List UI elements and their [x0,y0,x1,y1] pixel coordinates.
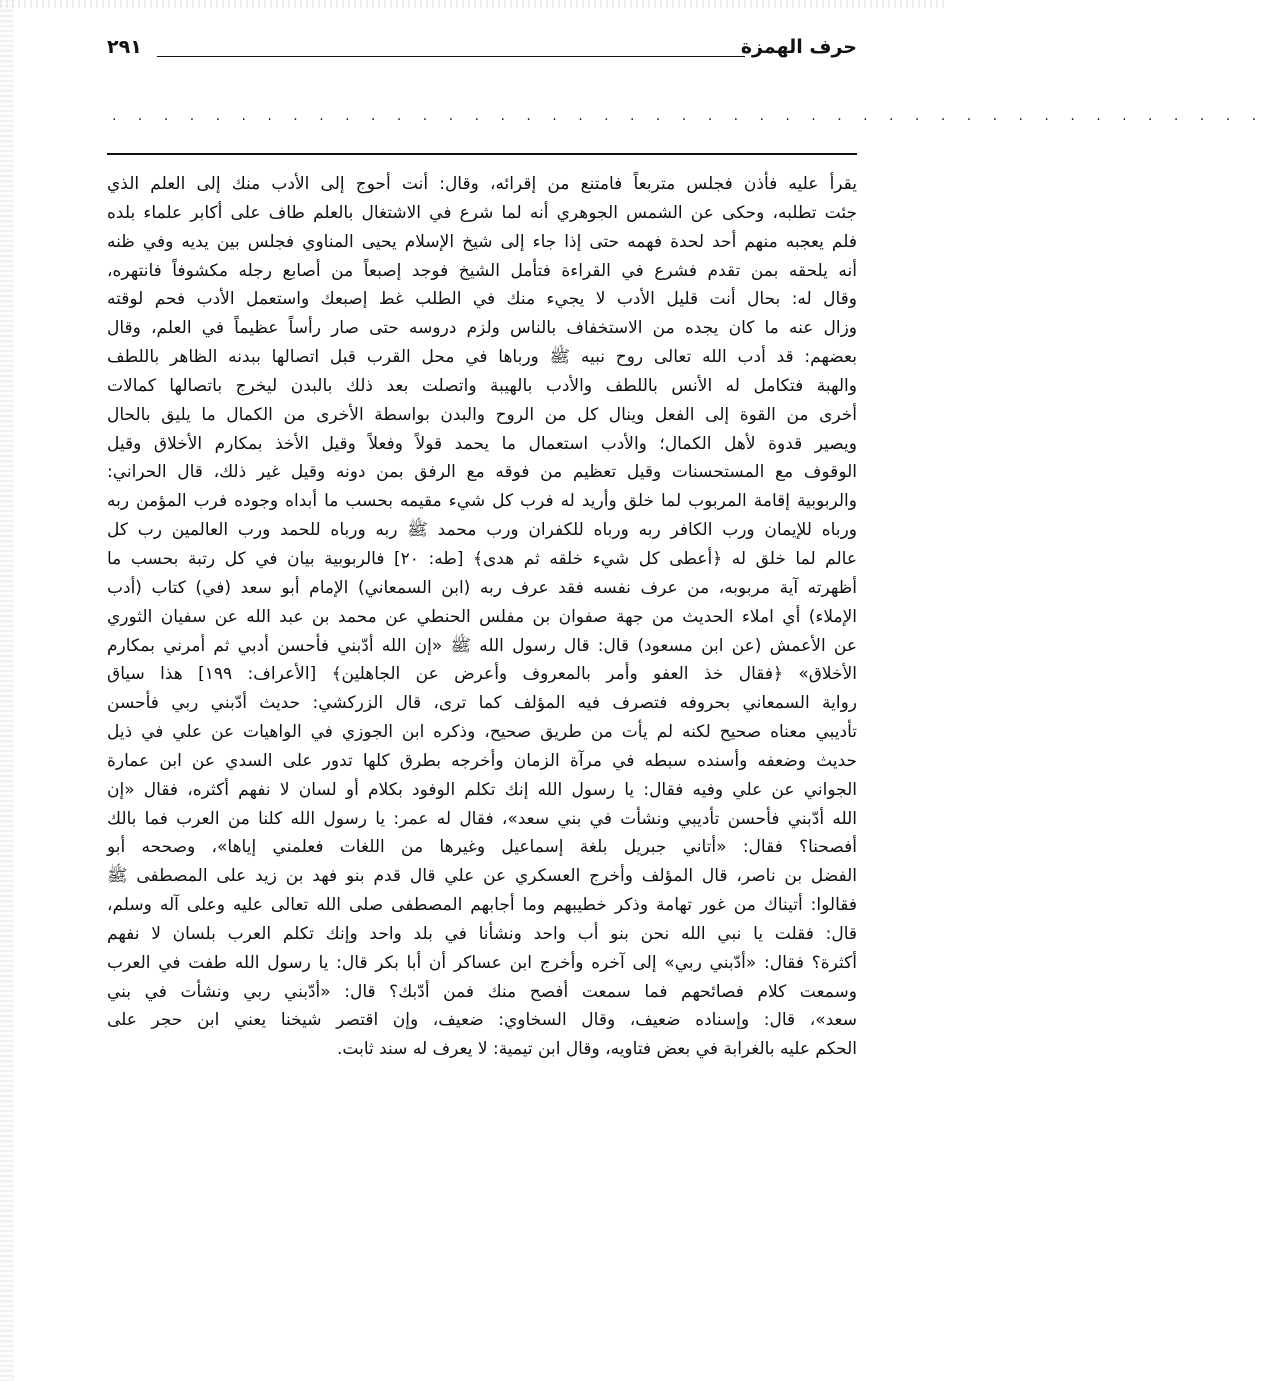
text-line: حديث وضعفه وأسنده سبطه في مرآة الزمان وأخرجه بطرق كلها تدور على السدي عن ابن عمارة [107,750,857,771]
text-line: الحكم عليه بالغرابة في بعض فتاويه، وقال ابن تيمية: لا يعرف له سند ثابت. [336,1039,857,1060]
text-line: جئت تطلبه، وحكى عن الشمس الجوهري أنه لما شرع في الاشتغال بالعلم طاف على أكابر علماء بلده [107,202,857,223]
scan-edge-noise [0,0,14,1381]
text-line: والربوبية إقامة المربوب لما خلق وأريد له فرب كل شيء مقيمه بحسب ما أبداه وجوده فرب المؤمن ربه [107,491,857,512]
text-line: أنه يلحقه بمن تقدم فشرع في القراءة فتأمل الشيخ فوجد إصبعاً من أصابع رجله مكشوفاً فانتهره، [107,260,857,281]
text-line: رواية السمعاني بحروفه فتصرف فيه المؤلف كما ترى، قال الزركشي: حديث أدّبني ربي فأحسن [107,693,857,714]
text-line: فقالوا: أتيناك من غور تهامة وذكر خطيبهم وما أجابهم المصطفى صلى الله تعالى عليه وعلى آله وسلم، [107,895,857,916]
text-line: أكثرة؟ فقال: «أدّبني ربي» إلى آخره وأخرج ابن عساكر أن أبا بكر قال: يا رسول الله طفت في العرب [107,952,857,973]
scan-top-noise [0,0,947,8]
text-line: الجواني عن علي وفيه فقال: يا رسول الله إنك تكلم الوفود بكلام أو لسان لا نفهم أكثره، فقال «إن [107,779,857,800]
text-line: أفصحنا؟ فقال: «أتاني جبريل بلغة إسماعيل وغيرها من اللغات فعلمني إياها»، وصححه أبو [107,837,857,858]
text-line: عالم لما خلق له ﴿أعطى كل شيء خلقه ثم هدى﴾ [طه: ٢٠] فالربوبية بيان في كل رتبة بحسب ما [107,548,857,569]
body-text [107,170,857,1064]
text-line: وزال عنه ما كان يجده من الاستخفاف بالناس ولزم دروسه حتى صار رأساً عظيماً في العلم، وقال [107,318,857,339]
text-line: الفضل بن ناصر، قال المؤلف وأخرج العسكري عن علي قال قدم بنو فهد بن زيد على المصطفى ﷺ [107,866,857,887]
text-line: بعضهم: قد أدب الله تعالى روح نبيه ﷺ ورباها في محل القرب قبل اتصالها ببدنه الظاهر باللطف [107,347,857,368]
text-line: الإملاء) أي املاء الحديث من جهة صفوان بن مفلس الحنطي عن محمد بن عبد الله عن سفيان الثوري [107,606,857,627]
text-line: يقرأ عليه فأذن فجلس متربعاً فامتنع من إقرائه، وقال: أنت أحوج إلى الأدب منك إلى العلم الذي [107,174,857,194]
text-line: تأديبي معناه صحيح لكنه لم يأت من طريق صحيح، وذكره ابن الجوزي في الواهيات عن علي في ذيل [107,722,857,743]
text-line: أظهرته آية مربوبه، من عرف نفسه فقد عرف ربه (ابن السمعاني) الإمام أبو سعد (في) كتاب (أدب [107,577,857,598]
text-line: أخرى من القوة إلى الفعل وينال كل من الروح والبدن بواسطة الأخرى من الكمال ما يليق بالحال [107,404,857,425]
text-line: الأخلاق» ﴿فقال خذ العفو وأمر بالمعروف وأعرض عن الجاهلين﴾ [الأعراف: ١٩٩] هذا سياق [107,664,857,685]
page-header [107,36,857,66]
text-line: سعد»، قال: وإسناده ضعيف، وقال السخاوي: ضعيف، وإن اقتصر شيخنا يعني ابن حجر على [107,1010,857,1031]
running-title: حرف الهمزة [740,36,857,58]
page-number: ٢٩١ [107,36,142,58]
separator-dots: . . . . . . . . . . . . . . . . . . . . . . . . . . . . . . . . . . . . . . . . . . . . . [112,108,1265,124]
text-line: قال: فقلت يا نبي الله نحن بنو أب واحد ونشأنا في بلد واحد وإنك تكلم العرب بلسان لا نفهم [107,923,857,944]
text-line: الله أدّبني فأحسن تأديبي ونشأت في بني سعد»، فقال له عمر: يا رسول الله كلنا من العرب فما بالك [107,808,857,829]
text-line: ويصير قدوة لأهل الكمال؛ والأدب استعمال ما يحمد قولاً وفعلاً وقيل الأخذ بمكارم الأخلاق وقيل [107,433,857,454]
text-line: ورباه للإيمان ورب الكافر ربه ورباه للكفران ورب محمد ﷺ ربه ورباه للحمد ورب العالمين رب كل [107,520,857,541]
text-line: وقال له: بحال أنت قليل الأدب لا يجيء منك في الطلب غط إصبعك واستعمل الأدب فحم لوقته [107,289,857,310]
header-rule [157,56,745,57]
text-line: عن الأعمش (عن ابن مسعود) قال: قال رسول الله ﷺ «إن الله أدّبني فأحسن أدبي ثم أمرني بمكارم [107,635,857,656]
text-line: والهبة فتكامل له الأنس باللطف والأدب بالهيبة واتصلت بعد ذلك بالبدن ليخرج باتصالها كمالات [107,375,857,396]
section-rule [107,153,857,155]
text-line: فلم يعجبه منهم أحد لحدة فهمه حتى إذا جاء إلى شيخ الإسلام يحيى المناوي فجلس بين يديه وفي ظنه [107,231,857,252]
text-line: وسمعت كلام فصائحهم فما سمعت أفصح منك فمن أدّبك؟ قال: «أدّبني ربي ونشأت في بني [107,981,857,1002]
text-line: الوقوف مع المستحسنات وقيل تعظيم من فوقه مع الرفق بمن دونه وقيل غير ذلك، قال الحراني: [107,462,857,483]
